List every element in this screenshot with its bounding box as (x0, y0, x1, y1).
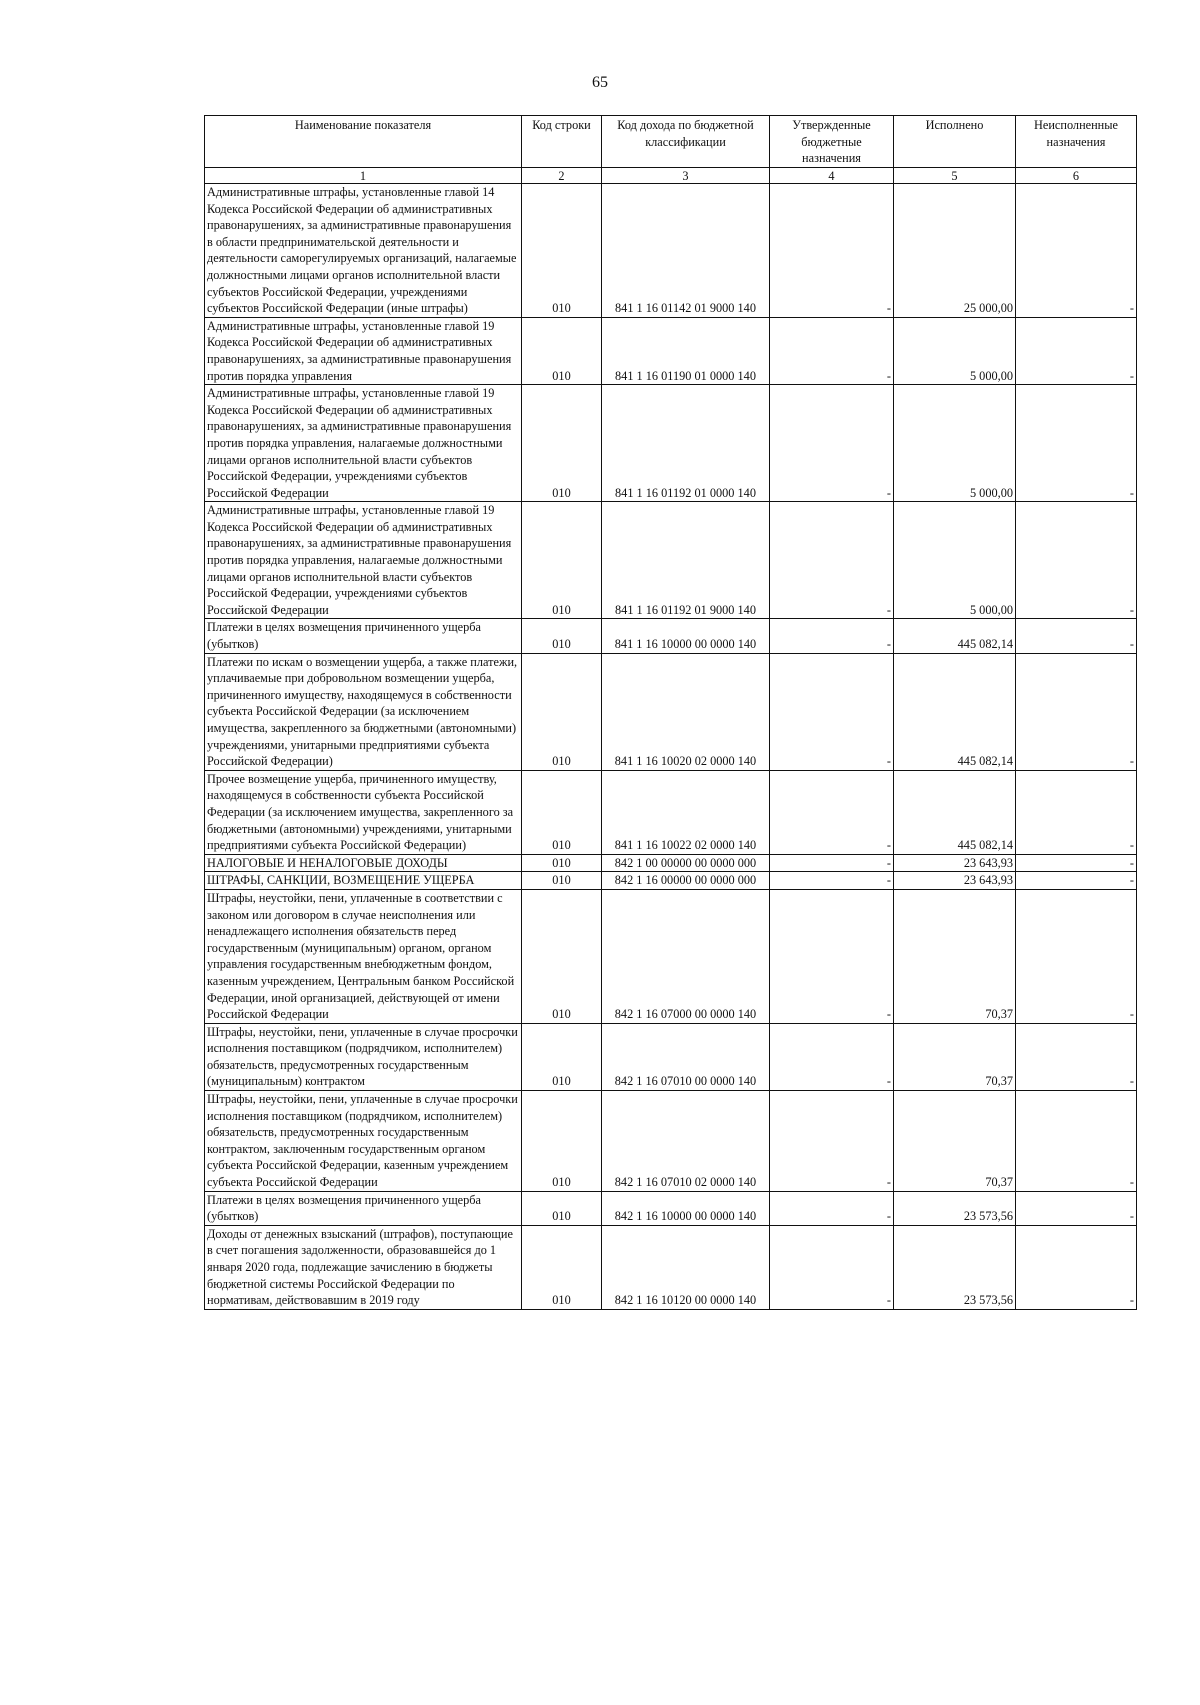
income-code-cell: 841 1 16 01190 01 0000 140 (602, 317, 770, 384)
row-name-cell: ШТРАФЫ, САНКЦИИ, ВОЗМЕЩЕНИЕ УЩЕРБА (205, 872, 522, 890)
row-code-cell: 010 (522, 385, 602, 502)
approved-cell: - (770, 653, 894, 770)
header-unexecuted: Неисполненные назначения (1016, 116, 1137, 168)
unexecuted-cell: - (1016, 317, 1137, 384)
row-name-cell: Платежи по искам о возмещении ущерба, а также платежи, уплачиваемые при добровольном возмещении ущерба, причиненного имуществу, находящемуся в собственности субъекта Российской Федерации (за исключением имущества, закрепленного за бюджетными (автономными) учреждениями, унитарными предприятиями субъекта Российской Федерации) (205, 653, 522, 770)
executed-cell: 70,37 (894, 889, 1016, 1023)
executed-cell: 5 000,00 (894, 317, 1016, 384)
income-code-cell: 842 1 16 07000 00 0000 140 (602, 889, 770, 1023)
executed-cell: 445 082,14 (894, 770, 1016, 854)
table-row (205, 1225, 1137, 1309)
row-code-cell: 010 (522, 1191, 602, 1225)
row-name-cell: Штрафы, неустойки, пени, уплаченные в случае просрочки исполнения поставщиком (подрядчиком, исполнителем) обязательств, предусмотренных государственным контрактом, заключенным государственным органом субъекта Российской Федерации, казенным учреждением субъекта Российской Федерации (205, 1091, 522, 1192)
table-row (205, 317, 1137, 384)
row-code-cell: 010 (522, 1091, 602, 1192)
income-report-table (204, 115, 1137, 1310)
row-code-cell: 010 (522, 854, 602, 872)
table-row (205, 854, 1137, 872)
row-name-cell: Доходы от денежных взысканий (штрафов), поступающие в счет погашения задолженности, образовавшейся до 1 января 2020 года, подлежащие зачислению в бюджеты бюджетной системы Российской Федерации по нормативам, действовавшим в 2019 году (205, 1225, 522, 1309)
table-row (205, 502, 1137, 619)
row-code-cell: 010 (522, 653, 602, 770)
income-code-cell: 842 1 00 00000 00 0000 000 (602, 854, 770, 872)
unexecuted-cell: - (1016, 1225, 1137, 1309)
approved-cell: - (770, 854, 894, 872)
approved-cell: - (770, 317, 894, 384)
income-code-cell: 841 1 16 01142 01 9000 140 (602, 184, 770, 318)
executed-cell: 23 643,93 (894, 854, 1016, 872)
column-number: 2 (522, 168, 602, 184)
row-name-cell: Административные штрафы, установленные главой 14 Кодекса Российской Федерации об административных правонарушениях, за административные правонарушения в области предпринимательской деятельности и деятельности саморегулируемых организаций, налагаемые должностными лицами органов исполнительной власти субъектов Российской Федерации, учреждениями субъектов Российской Федерации (иные штрафы) (205, 184, 522, 318)
table-row (205, 385, 1137, 502)
row-name-cell: НАЛОГОВЫЕ И НЕНАЛОГОВЫЕ ДОХОДЫ (205, 854, 522, 872)
income-code-cell: 841 1 16 10000 00 0000 140 (602, 619, 770, 653)
unexecuted-cell: - (1016, 1023, 1137, 1090)
income-code-cell: 841 1 16 10022 02 0000 140 (602, 770, 770, 854)
row-name-cell: Административные штрафы, установленные главой 19 Кодекса Российской Федерации об административных правонарушениях, за административные правонарушения против порядка управления (205, 317, 522, 384)
row-code-cell: 010 (522, 184, 602, 318)
row-code-cell: 010 (522, 1023, 602, 1090)
row-name-cell: Платежи в целях возмещения причиненного ущерба (убытков) (205, 619, 522, 653)
approved-cell: - (770, 1023, 894, 1090)
unexecuted-cell: - (1016, 854, 1137, 872)
income-code-cell: 842 1 16 07010 00 0000 140 (602, 1023, 770, 1090)
row-name-cell: Штрафы, неустойки, пени, уплаченные в случае просрочки исполнения поставщиком (подрядчиком, исполнителем) обязательств, предусмотренных государственным (муниципальным) контрактом (205, 1023, 522, 1090)
header-executed: Исполнено (894, 116, 1016, 168)
unexecuted-cell: - (1016, 619, 1137, 653)
page-number: 65 (592, 74, 608, 91)
executed-cell: 5 000,00 (894, 502, 1016, 619)
table-row (205, 653, 1137, 770)
header-row-code: Код строки (522, 116, 602, 168)
column-number: 1 (205, 168, 522, 184)
approved-cell: - (770, 770, 894, 854)
income-code-cell: 842 1 16 10120 00 0000 140 (602, 1225, 770, 1309)
approved-cell: - (770, 385, 894, 502)
executed-cell: 23 573,56 (894, 1191, 1016, 1225)
row-code-cell: 010 (522, 872, 602, 890)
table-row (205, 770, 1137, 854)
unexecuted-cell: - (1016, 653, 1137, 770)
executed-cell: 23 573,56 (894, 1225, 1016, 1309)
header-income-code: Код дохода по бюджетной классификации (602, 116, 770, 168)
unexecuted-cell: - (1016, 184, 1137, 318)
income-code-cell: 841 1 16 10020 02 0000 140 (602, 653, 770, 770)
unexecuted-cell: - (1016, 385, 1137, 502)
column-number: 6 (1016, 168, 1137, 184)
row-name-cell: Административные штрафы, установленные главой 19 Кодекса Российской Федерации об административных правонарушениях, за административные правонарушения против порядка управления, налагаемые должностными лицами органов исполнительной власти субъектов Российской Федерации, учреждениями субъектов Российской Федерации (205, 502, 522, 619)
income-code-cell: 841 1 16 01192 01 0000 140 (602, 385, 770, 502)
table-row (205, 1191, 1137, 1225)
income-code-cell: 841 1 16 01192 01 9000 140 (602, 502, 770, 619)
unexecuted-cell: - (1016, 872, 1137, 890)
table-row (205, 889, 1137, 1023)
income-code-cell: 842 1 16 07010 02 0000 140 (602, 1091, 770, 1192)
approved-cell: - (770, 872, 894, 890)
table-row (205, 1023, 1137, 1090)
table-header-row (205, 116, 1137, 168)
executed-cell: 70,37 (894, 1091, 1016, 1192)
row-code-cell: 010 (522, 770, 602, 854)
row-name-cell: Прочее возмещение ущерба, причиненного имуществу, находящемуся в собственности субъекта Российской Федерации (за исключением имущества, закрепленного за бюджетными (автономными) учреждениями, унитарными предприятиями субъекта Российской Федерации) (205, 770, 522, 854)
header-name: Наименование показателя (205, 116, 522, 168)
row-code-cell: 010 (522, 619, 602, 653)
income-code-cell: 842 1 16 10000 00 0000 140 (602, 1191, 770, 1225)
row-code-cell: 010 (522, 889, 602, 1023)
column-number-row (205, 168, 1137, 184)
unexecuted-cell: - (1016, 1091, 1137, 1192)
unexecuted-cell: - (1016, 889, 1137, 1023)
executed-cell: 70,37 (894, 1023, 1016, 1090)
unexecuted-cell: - (1016, 1191, 1137, 1225)
approved-cell: - (770, 619, 894, 653)
approved-cell: - (770, 1091, 894, 1192)
row-code-cell: 010 (522, 1225, 602, 1309)
executed-cell: 5 000,00 (894, 385, 1016, 502)
row-name-cell: Административные штрафы, установленные главой 19 Кодекса Российской Федерации об административных правонарушениях, за административные правонарушения против порядка управления, налагаемые должностными лицами органов исполнительной власти субъектов Российской Федерации, учреждениями субъектов Российской Федерации (205, 385, 522, 502)
table-row (205, 184, 1137, 318)
unexecuted-cell: - (1016, 502, 1137, 619)
column-number: 5 (894, 168, 1016, 184)
executed-cell: 23 643,93 (894, 872, 1016, 890)
approved-cell: - (770, 502, 894, 619)
table-row (205, 619, 1137, 653)
approved-cell: - (770, 1225, 894, 1309)
header-approved: Утвержденные бюджетные назначения (770, 116, 894, 168)
approved-cell: - (770, 1191, 894, 1225)
row-code-cell: 010 (522, 502, 602, 619)
row-code-cell: 010 (522, 317, 602, 384)
column-number: 4 (770, 168, 894, 184)
income-code-cell: 842 1 16 00000 00 0000 000 (602, 872, 770, 890)
row-name-cell: Платежи в целях возмещения причиненного ущерба (убытков) (205, 1191, 522, 1225)
executed-cell: 25 000,00 (894, 184, 1016, 318)
approved-cell: - (770, 889, 894, 1023)
table-row (205, 1091, 1137, 1192)
row-name-cell: Штрафы, неустойки, пени, уплаченные в соответствии с законом или договором в случае неисполнения или ненадлежащего исполнения обязательств перед государственным (муниципальным) органом, органом управления государственным внебюджетным фондом, казенным учреждением, Центральным банком Российской Федерации, иной организацией, действующей от имени Российской Федерации (205, 889, 522, 1023)
executed-cell: 445 082,14 (894, 619, 1016, 653)
executed-cell: 445 082,14 (894, 653, 1016, 770)
approved-cell: - (770, 184, 894, 318)
table-row (205, 872, 1137, 890)
column-number: 3 (602, 168, 770, 184)
table-body (205, 184, 1137, 1310)
unexecuted-cell: - (1016, 770, 1137, 854)
